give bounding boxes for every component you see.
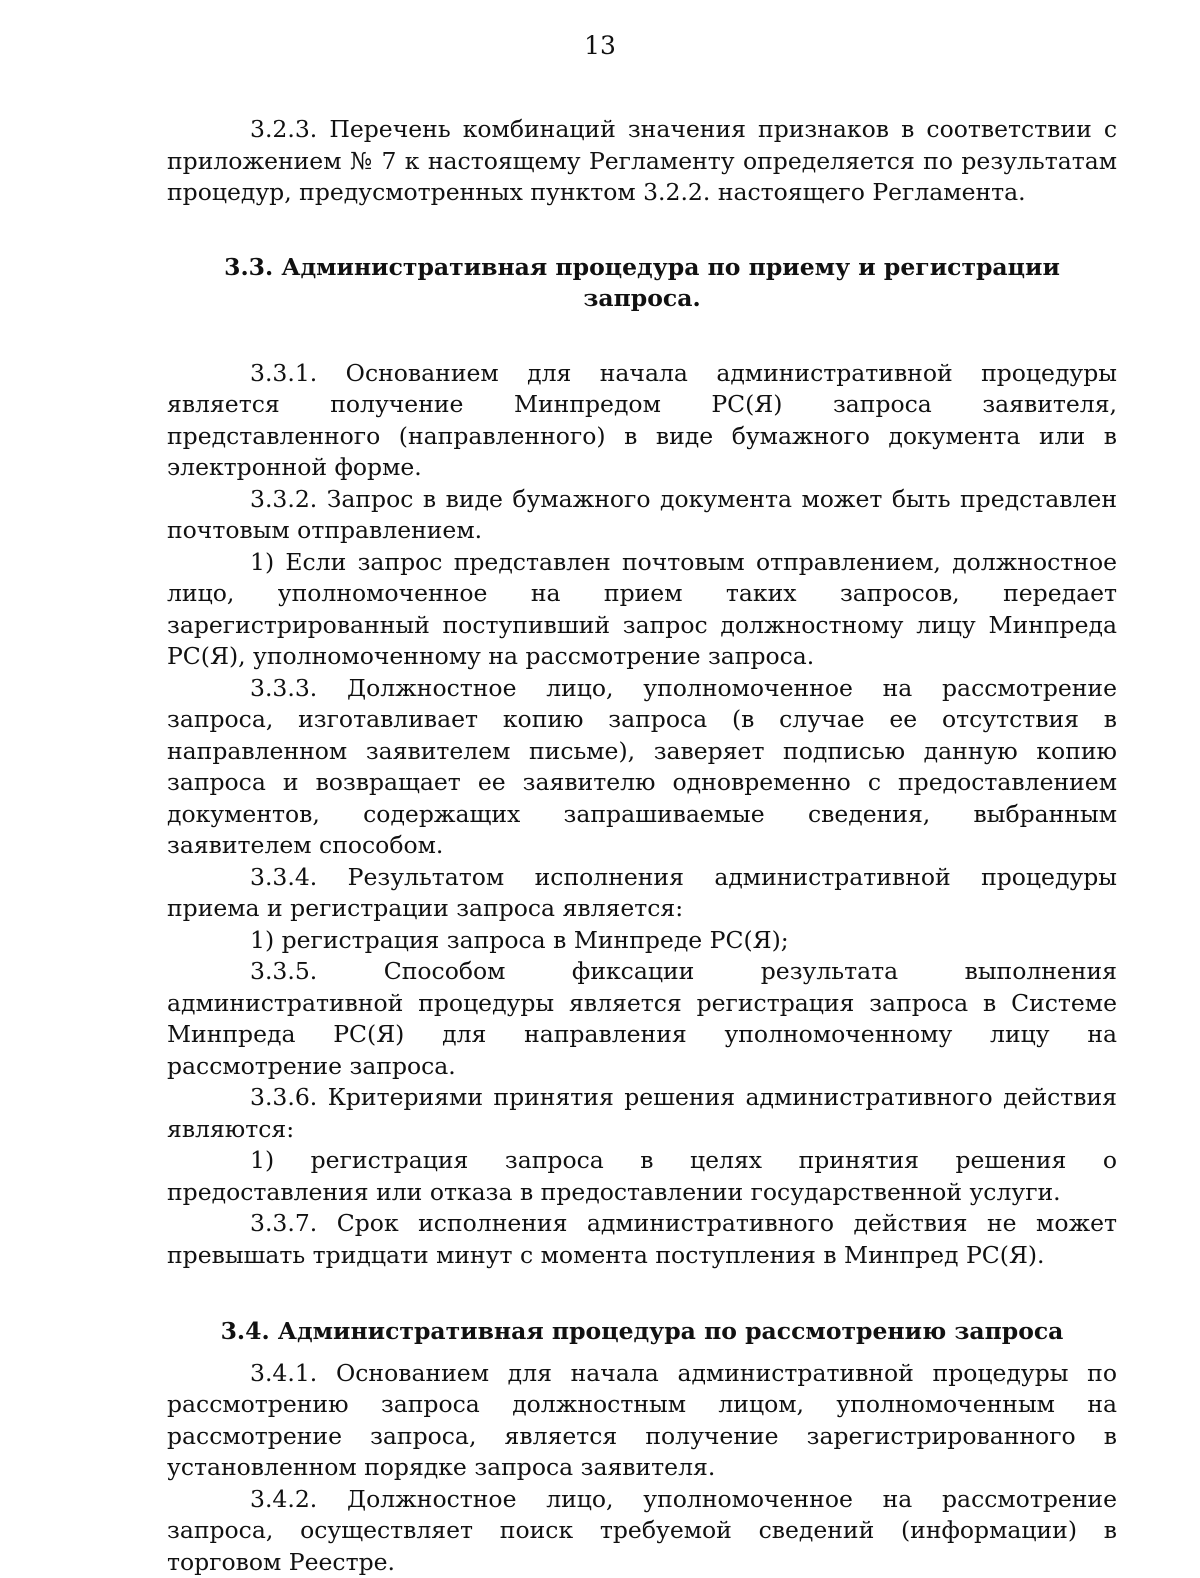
document-body	[167, 114, 1117, 1578]
paragraph-3-3-2-item-1: 1) Если запрос представлен почтовым отправлением, должностное лицо, уполномоченное на прием таких запросов, передает зарегистрированный поступивший запрос должностному лицу Минпреда РС(Я), уполномоченному на рассмотрение запроса.	[167, 547, 1117, 673]
paragraph-3-3-2: 3.3.2. Запрос в виде бумажного документа может быть представлен почтовым отправлением.	[167, 484, 1117, 547]
paragraph-3-4-2: 3.4.2. Должностное лицо, уполномоченное на рассмотрение запроса, осуществляет поиск требуемой сведений (информации) в торговом Реестре.	[167, 1484, 1117, 1578]
paragraph-3-3-3: 3.3.3. Должностное лицо, уполномоченное на рассмотрение запроса, изготавливает копию запроса (в случае ее отсутствия в направленном заявителем письме), заверяет подписью данную копию запроса и возвращает ее заявителю одновременно с предоставлением документов, содержащих запрашиваемые сведения, выбранным заявителем способом.	[167, 673, 1117, 862]
paragraph-3-3-6-item-1: 1) регистрация запроса в целях принятия решения о предоставления или отказа в предоставлении государственной услуги.	[167, 1145, 1117, 1208]
paragraph-3-3-5: 3.3.5. Способом фиксации результата выполнения административной процедуры является регистрация запроса в Системе Минпреда РС(Я) для направления уполномоченному лицу на рассмотрение запроса.	[167, 956, 1117, 1082]
paragraph-3-4-1: 3.4.1. Основанием для начала административной процедуры по рассмотрению запроса должностным лицом, уполномоченным на рассмотрение запроса, является получение зарегистрированного в установленном порядке запроса заявителя.	[167, 1358, 1117, 1484]
paragraph-3-3-6: 3.3.6. Критериями принятия решения административного действия являются:	[167, 1082, 1117, 1145]
paragraph-3-3-1: 3.3.1. Основанием для начала административной процедуры является получение Минпредом РС(Я) запроса заявителя, представленного (направленного) в виде бумажного документа или в электронной форме.	[167, 358, 1117, 484]
paragraph-3-3-4-item-1: 1) регистрация запроса в Минпреде РС(Я);	[167, 925, 1117, 957]
section-heading-3-3: 3.3. Административная процедура по приему и регистрации запроса.	[167, 252, 1117, 315]
paragraph-3-2-3: 3.2.3. Перечень комбинаций значения признаков в соответствии с приложением № 7 к настоящему Регламенту определяется по результатам процедур, предусмотренных пунктом 3.2.2. настоящего Регламента.	[167, 114, 1117, 209]
page-number: 13	[0, 30, 1200, 62]
paragraph-3-3-7: 3.3.7. Срок исполнения административного действия не может превышать тридцати минут с момента поступления в Минпред РС(Я).	[167, 1208, 1117, 1271]
paragraph-3-3-4: 3.3.4. Результатом исполнения административной процедуры приема и регистрации запроса является:	[167, 862, 1117, 925]
section-heading-3-4: 3.4. Административная процедура по рассмотрению запроса	[167, 1316, 1117, 1348]
